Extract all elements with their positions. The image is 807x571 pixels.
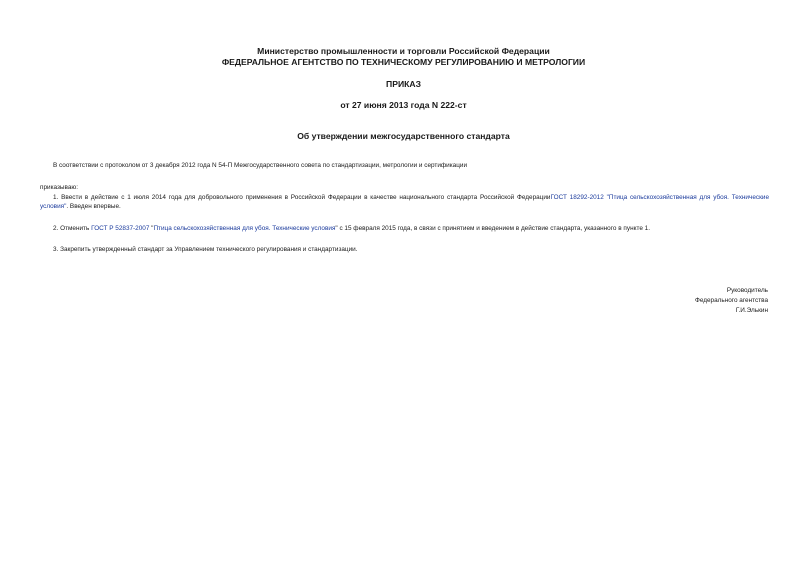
item2-text-before: 2. Отменить [53, 225, 92, 232]
document-type: ПРИКАЗ [386, 79, 421, 89]
gost-r-52837-link[interactable]: ГОСТ Р 52837-2007 [91, 225, 150, 232]
order-item-2 [53, 224, 650, 233]
agency-title: ФЕДЕРАЛЬНОЕ АГЕНТСТВО ПО ТЕХНИЧЕСКОМУ РЕГУЛИРОВАНИЮ И МЕТРОЛОГИИ [221, 57, 586, 67]
order-word: приказываю: [40, 184, 78, 191]
item2-quote: " [149, 225, 154, 232]
poultry-standard-title-link[interactable]: Птица сельскохозяйственная для убоя. Технические условия [153, 225, 336, 232]
gost-18292-link[interactable]: ГОСТ 18292-2012 "Птица сельскохозяйственная для убоя. Технические условия" [40, 194, 769, 210]
item2-text-after: " с 15 февраля 2015 года, в связи с принятием и введением в действие стандарта, указанного в пункте 1. [335, 225, 650, 232]
document-date-number: от 27 июня 2013 года N 222-ст [340, 100, 467, 110]
item1-text-after: . Введен впервые. [66, 203, 121, 210]
order-item-1 [40, 193, 769, 211]
item1-text-before: 1. Ввести в действие с 1 июля 2014 года для добровольного применения в Российской Федерации в качестве национального стандарта Российской Федерации [53, 194, 551, 201]
signature-title: Руководитель [726, 287, 768, 294]
preamble-text: В соответствии с протоколом от 3 декабря 2012 года N 54-П Межгосударственного совета по стандартизации, метрологии и сертификации [53, 162, 468, 169]
signature-name: Г.И.Элькин [735, 307, 768, 314]
signature-org: Федерального агентства [694, 297, 768, 304]
document-subject: Об утверждении межгосударственного стандарта [297, 131, 510, 141]
ministry-title: Министерство промышленности и торговли Российской Федерации [257, 46, 550, 56]
order-item-3: 3. Закрепить утвержденный стандарт за Управлением технического регулирования и стандартизации. [53, 246, 358, 253]
